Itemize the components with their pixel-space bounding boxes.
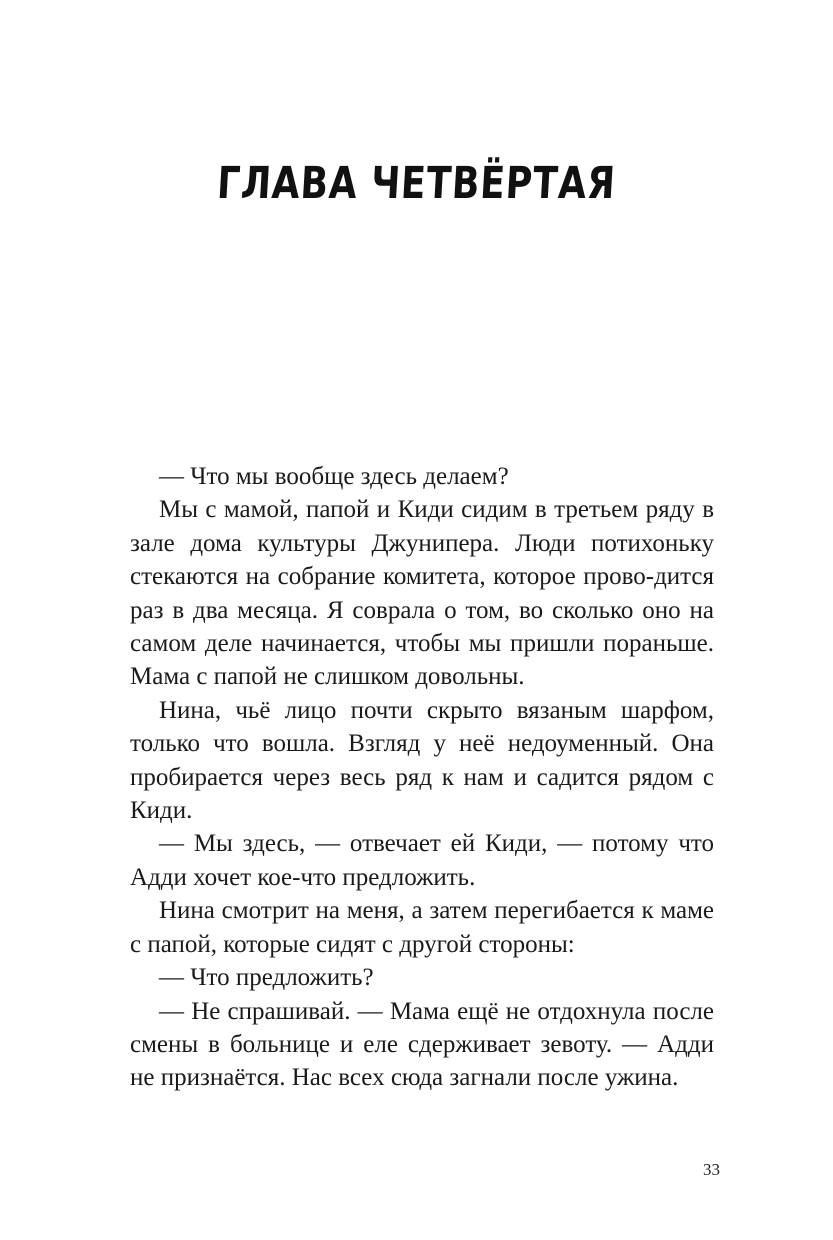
page-number: 33 (703, 1160, 720, 1179)
paragraph: — Что предложить? (159, 964, 374, 992)
body-text (130, 460, 714, 1095)
chapter-title: ГЛАВА ЧЕТВЁРТАЯ (215, 158, 618, 209)
paragraph: Мы с мамой, папой и Киди сидим в третьем ряду в зале дома культуры Джунипера. Люди потихоньку стекаются на собрание комитета, которое прово-дится раз в два месяца. Я соврала о том, во сколько оно на самом деле начинается, чтобы мы пришли пораньше. Мама с папой не слишком довольны. (130, 496, 714, 691)
paragraph: Нина, чьё лицо почти скрыто вязаным шарфом, только что вошла. Взгляд у неё недоуменный. Она пробирается через весь ряд к нам и садится рядом с Киди. (130, 696, 714, 825)
paragraph: — Не спрашивай. — Мама ещё не отдохнула после смены в больнице и еле сдерживает зевоту. — Адди не признаётся. Нас всех сюда загнали после ужина. (130, 997, 714, 1092)
paragraph: — Что мы вообще здесь делаем? (159, 463, 509, 490)
paragraph: — Мы здесь, — отвечает ей Киди, — потому что Адди хочет кое-что предложить. (130, 830, 714, 891)
paragraph: Нина смотрит на меня, а затем перегибается к маме с папой, которые сидят с другой стороны: (130, 897, 714, 958)
